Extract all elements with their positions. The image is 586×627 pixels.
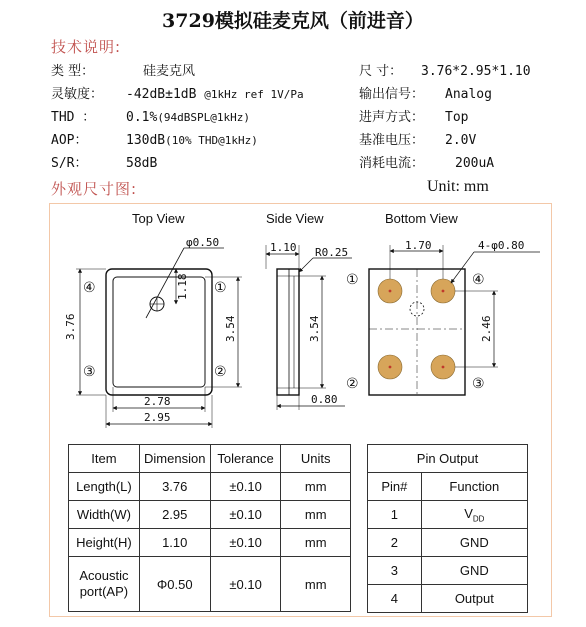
cell-units: mm — [281, 501, 351, 529]
side-bottom-label: 0.80 — [311, 393, 338, 406]
cell-tolerance: ±0.10 — [210, 557, 281, 612]
pad-1-center-dot — [389, 290, 392, 293]
col-header-units: Units — [281, 445, 351, 473]
table-row — [368, 557, 528, 585]
cell-pin: 1 — [368, 501, 422, 529]
spec-voltage-value: 2.0V — [445, 133, 477, 148]
port-offset-label: 1.18 — [176, 273, 189, 300]
table-row — [368, 585, 528, 613]
spec-sound-inlet-label: 进声方式： — [359, 110, 425, 125]
side-radius-leader — [299, 258, 313, 272]
inner-height-label: 3.54 — [224, 315, 237, 342]
spec-output-value: Analog — [445, 87, 492, 102]
bottom-pin-3-marker: ③ — [472, 376, 485, 392]
pin-table-header — [368, 473, 528, 501]
cell-dimension: Φ0.50 — [139, 557, 210, 612]
pad-diameter-label: 4-φ0.80 — [478, 239, 525, 252]
function-text: V — [464, 505, 473, 521]
pad-dia-leader — [451, 252, 474, 283]
cell-units: mm — [281, 473, 351, 501]
acoustic-port-line2: port(AP) — [79, 584, 129, 599]
side-view — [266, 241, 352, 410]
pad-2-center-dot — [389, 366, 392, 369]
dimension-table — [68, 444, 351, 612]
col-header-item: Item — [69, 445, 140, 473]
cell-pin: 2 — [368, 529, 422, 557]
spec-sensitivity-value: -42dB±1dB — [126, 87, 197, 102]
cell-item: Height(H) — [69, 529, 140, 557]
pin-table-title: Pin Output — [368, 445, 528, 473]
col-header-function: Function — [421, 473, 527, 501]
spec-type-label: 类 型： — [51, 64, 95, 79]
specs-heading: 技术说明: — [51, 38, 122, 56]
top-view — [64, 236, 242, 428]
cell-units: mm — [281, 529, 351, 557]
col-header-pin: Pin# — [368, 473, 422, 501]
side-height-label: 3.54 — [308, 315, 321, 342]
outer-width-label: 2.95 — [144, 411, 171, 424]
appearance-heading: 外观尺寸图: — [51, 180, 138, 198]
table-row — [368, 529, 528, 557]
port-diameter-label: φ0.50 — [186, 236, 220, 249]
cell-tolerance: ±0.10 — [210, 473, 281, 501]
side-top-label: 1.10 — [270, 241, 297, 254]
table-row — [69, 557, 351, 612]
table-row — [368, 501, 528, 529]
top-pin-2-marker: ② — [214, 364, 227, 380]
spec-size-label: 尺 寸： — [359, 64, 403, 79]
side-view-label: Side View — [266, 211, 324, 226]
spec-thd-value: 0.1% — [126, 110, 158, 125]
spec-aop-note: (10% THD@1kHz) — [165, 134, 258, 147]
side-view-body — [277, 269, 299, 395]
top-view-outer-outline — [106, 269, 212, 395]
function-subscript: DD — [472, 514, 485, 524]
spec-current-value: 200uA — [455, 156, 495, 171]
dimension-table-header — [69, 445, 351, 473]
cell-tolerance: ±0.10 — [210, 501, 281, 529]
bottom-pin-4-marker: ④ — [472, 272, 485, 288]
col-header-dimension: Dimension — [139, 445, 210, 473]
bottom-pin-2-marker: ② — [346, 376, 359, 392]
top-pin-3-marker: ③ — [83, 364, 96, 380]
top-pin-4-marker: ④ — [83, 280, 96, 296]
cell-item: Width(W) — [69, 501, 140, 529]
cell-tolerance: ±0.10 — [210, 529, 281, 557]
cell-units: mm — [281, 557, 351, 612]
cell-pin: 3 — [368, 557, 422, 585]
table-row — [69, 501, 351, 529]
spec-sr-value: 58dB — [126, 156, 158, 171]
cell-function: Output — [421, 585, 527, 613]
cell-dimension: 2.95 — [139, 501, 210, 529]
top-pin-1-marker: ① — [214, 280, 227, 296]
unit-label: Unit: mm — [427, 178, 489, 195]
col-header-tolerance: Tolerance — [210, 445, 281, 473]
cell-item — [69, 557, 140, 612]
bottom-pin-1-marker: ① — [346, 272, 359, 288]
pin-output-table — [367, 444, 528, 613]
inner-width-label: 2.78 — [144, 395, 171, 408]
spec-voltage-label: 基准电压： — [359, 133, 425, 148]
table-row — [69, 529, 351, 557]
pad-spacing-label: 1.70 — [405, 239, 432, 252]
table-row — [69, 473, 351, 501]
cell-function — [421, 501, 527, 529]
spec-output-label: 输出信号： — [359, 87, 425, 102]
spec-thd-label: THD ： — [51, 110, 96, 125]
cell-item: Length(L) — [69, 473, 140, 501]
bottom-view-label: Bottom View — [385, 211, 458, 226]
bottom-view — [346, 239, 540, 395]
cell-function: GND — [421, 529, 527, 557]
spec-sound-inlet-value: Top — [445, 110, 469, 125]
spec-sensitivity-label: 灵敏度： — [51, 87, 104, 102]
cell-pin: 4 — [368, 585, 422, 613]
spec-current-label: 消耗电流： — [359, 156, 425, 171]
pad-3-center-dot — [442, 366, 445, 369]
spec-thd-note: (94dBSPL@1kHz) — [157, 111, 251, 124]
spec-type-value: 硅麦克风 — [143, 64, 196, 79]
cell-dimension: 3.76 — [139, 473, 210, 501]
pin-table-title-row — [368, 445, 528, 473]
bottom-height-label: 2.46 — [480, 315, 493, 342]
cell-dimension: 1.10 — [139, 529, 210, 557]
side-radius-label: R0.25 — [315, 246, 349, 259]
spec-aop-value: 130dB — [126, 133, 166, 148]
page-title: 3729模拟硅麦克风（前进音） — [162, 10, 424, 32]
spec-sr-label: S/R： — [51, 156, 88, 171]
pad-4-center-dot — [442, 290, 445, 293]
acoustic-port-line1: Acoustic — [79, 568, 129, 583]
cell-function: GND — [421, 557, 527, 585]
spec-size-value: 3.76*2.95*1.10 — [421, 64, 531, 79]
length-label: 3.76 — [64, 313, 77, 340]
top-view-label: Top View — [132, 211, 185, 226]
spec-aop-label: AOP： — [51, 133, 88, 148]
spec-sensitivity-note: @1kHz ref 1V/Pa — [204, 88, 304, 101]
